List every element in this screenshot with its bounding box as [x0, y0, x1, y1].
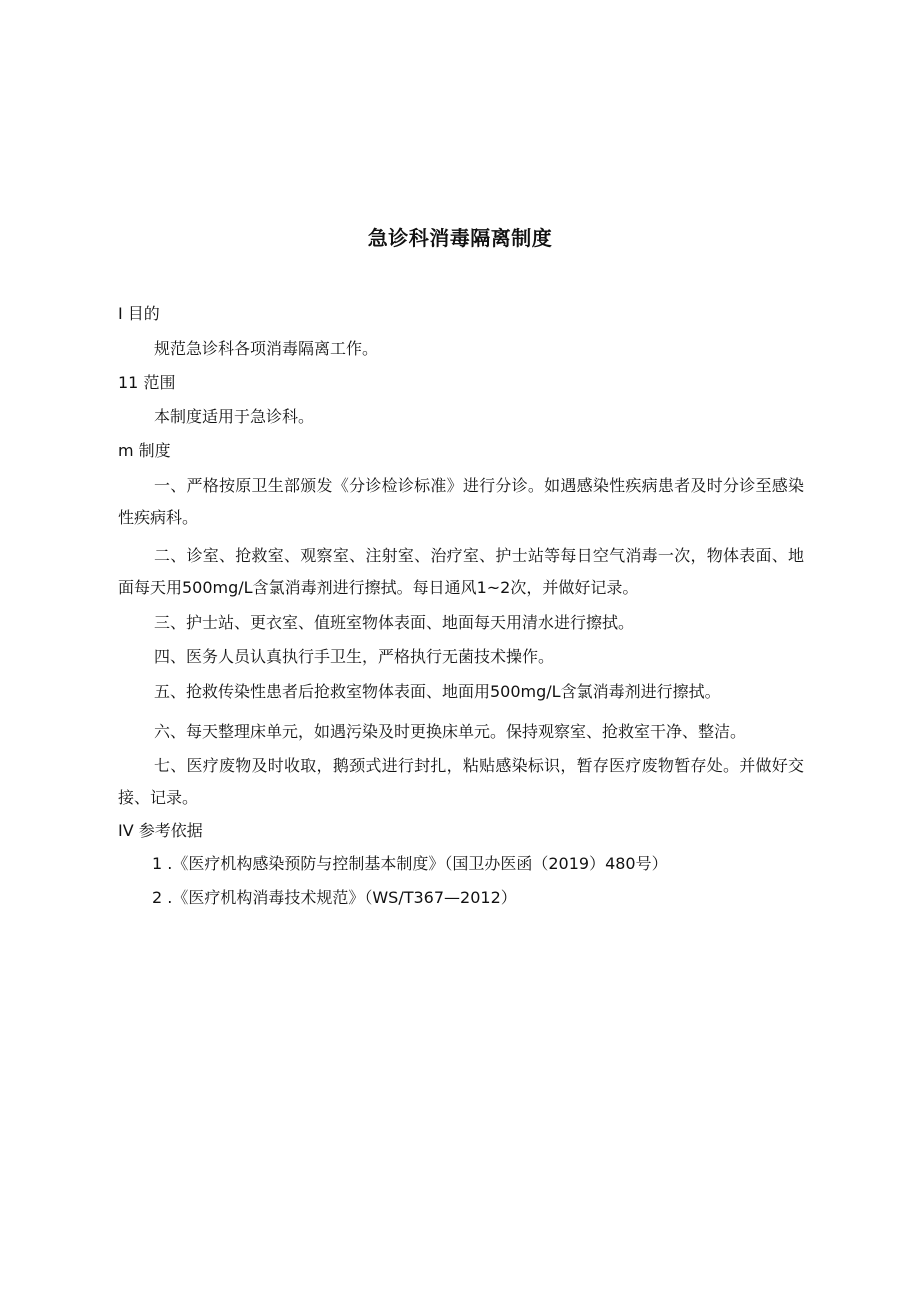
- section-body-rules: [118, 676, 804, 708]
- rule-paragraph-5: 五、抢救传染性患者后抢救室物体表面、地面用500mg/L含氯消毒剂进行擦拭。: [154, 682, 721, 701]
- section-heading-purpose: I 目的: [118, 304, 160, 323]
- document-title: 急诊科消毒隔离制度: [367, 226, 553, 250]
- section-body-rules: [118, 607, 804, 639]
- section-heading-scope: 11 范围: [118, 373, 176, 392]
- section-heading-references: IV 参考依据: [118, 821, 203, 840]
- section-body-rules: [118, 540, 804, 604]
- rule-paragraph-3: 三、护士站、更衣室、值班室物体表面、地面每天用清水进行擦拭。: [154, 613, 635, 632]
- rule-paragraph-7: 七、医疗废物及时收取，鹅颈式进行封扎，粘贴感染标识，暂存医疗废物暂存处。并做好交接、记录。: [118, 756, 804, 807]
- section-body-rules: [118, 750, 804, 814]
- section-body-scope: [118, 401, 804, 433]
- section-body-rules: [118, 716, 804, 748]
- reference-item-2: 2 .《医疗机构消毒技术规范》（WS/T367—2012）: [152, 888, 517, 907]
- section-body-rules: [118, 470, 804, 534]
- rule-paragraph-4: 四、医务人员认真执行手卫生，严格执行无菌技术操作。: [154, 647, 555, 666]
- paragraph: 规范急诊科各项消毒隔离工作。: [154, 339, 379, 358]
- rule-paragraph-1: 一、严格按原卫生部颁发《分诊检诊标准》进行分诊。如遇感染性疾病患者及时分诊至感染性疾病科。: [118, 476, 804, 527]
- reference-item-1: 1 .《医疗机构感染预防与控制基本制度》（国卫办医函（2019）480号）: [152, 854, 668, 873]
- section-body-rules: [118, 641, 804, 673]
- section-body-purpose: [118, 333, 804, 365]
- rule-paragraph-2: 二、诊室、抢救室、观察室、注射室、治疗室、护士站等每日空气消毒一次，物体表面、地面每天用500mg/L含氯消毒剂进行擦拭。每日通风1~2次，并做好记录。: [118, 546, 804, 597]
- section-heading-rules: m 制度: [118, 441, 171, 460]
- rule-paragraph-6: 六、每天整理床单元，如遇污染及时更换床单元。保持观察室、抢救室干净、整洁。: [154, 722, 747, 741]
- paragraph: 本制度适用于急诊科。: [154, 407, 315, 426]
